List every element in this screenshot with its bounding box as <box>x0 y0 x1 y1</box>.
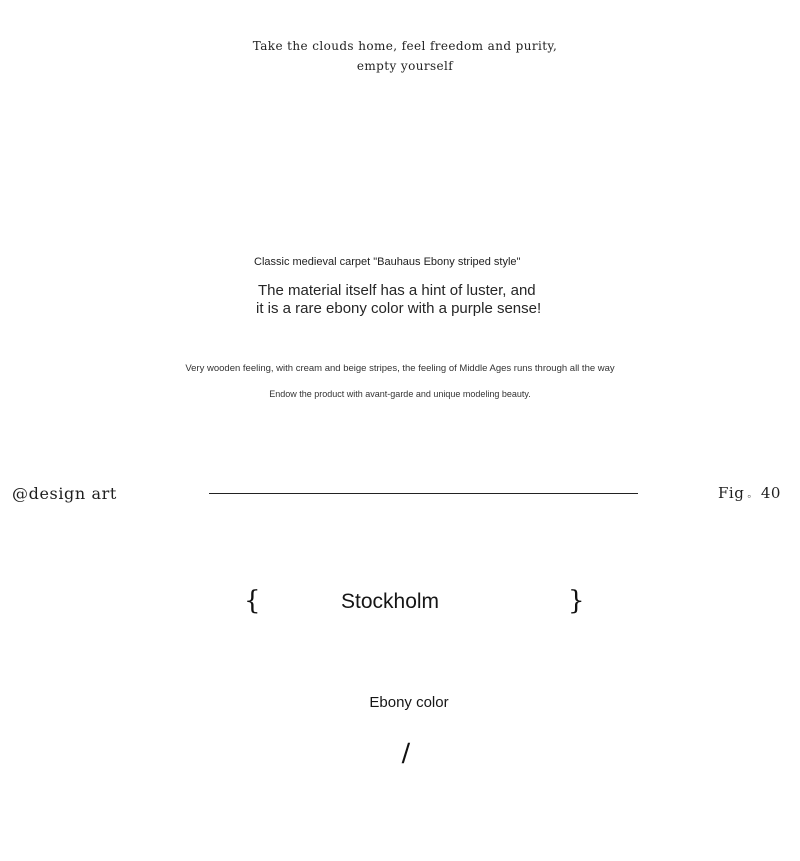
collection-title: Stockholm <box>341 590 440 613</box>
lead-paragraph <box>258 282 541 318</box>
lead-line-1: The material itself has a hint of luster, and <box>258 282 536 299</box>
figure-label <box>718 484 781 502</box>
tagline-line-2: empty yourself <box>356 58 454 73</box>
color-name: Ebony color <box>369 694 449 711</box>
close-brace: } <box>568 586 585 616</box>
lead-line-2: it is a rare ebony color with a purple sense! <box>256 300 542 317</box>
detail-line-1: Very wooden feeling, with cream and beige stripes, the feeling of Middle Ages runs through all the way <box>185 363 615 374</box>
design-art-label: @design art <box>12 484 117 503</box>
tagline <box>0 37 800 76</box>
horizontal-divider <box>209 493 638 494</box>
fig-text: Fig <box>718 484 745 502</box>
open-brace: { <box>244 586 261 616</box>
fig-number: 40 <box>760 484 781 502</box>
tagline-line-1: Take the clouds home, feel freedom and purity, <box>252 39 558 53</box>
slash-mark: / <box>401 738 411 769</box>
fig-separator: 。 <box>747 489 758 500</box>
product-heading: Classic medieval carpet "Bauhaus Ebony striped style" <box>254 256 521 268</box>
detail-line-2: Endow the product with avant-garde and unique modeling beauty. <box>269 389 531 399</box>
